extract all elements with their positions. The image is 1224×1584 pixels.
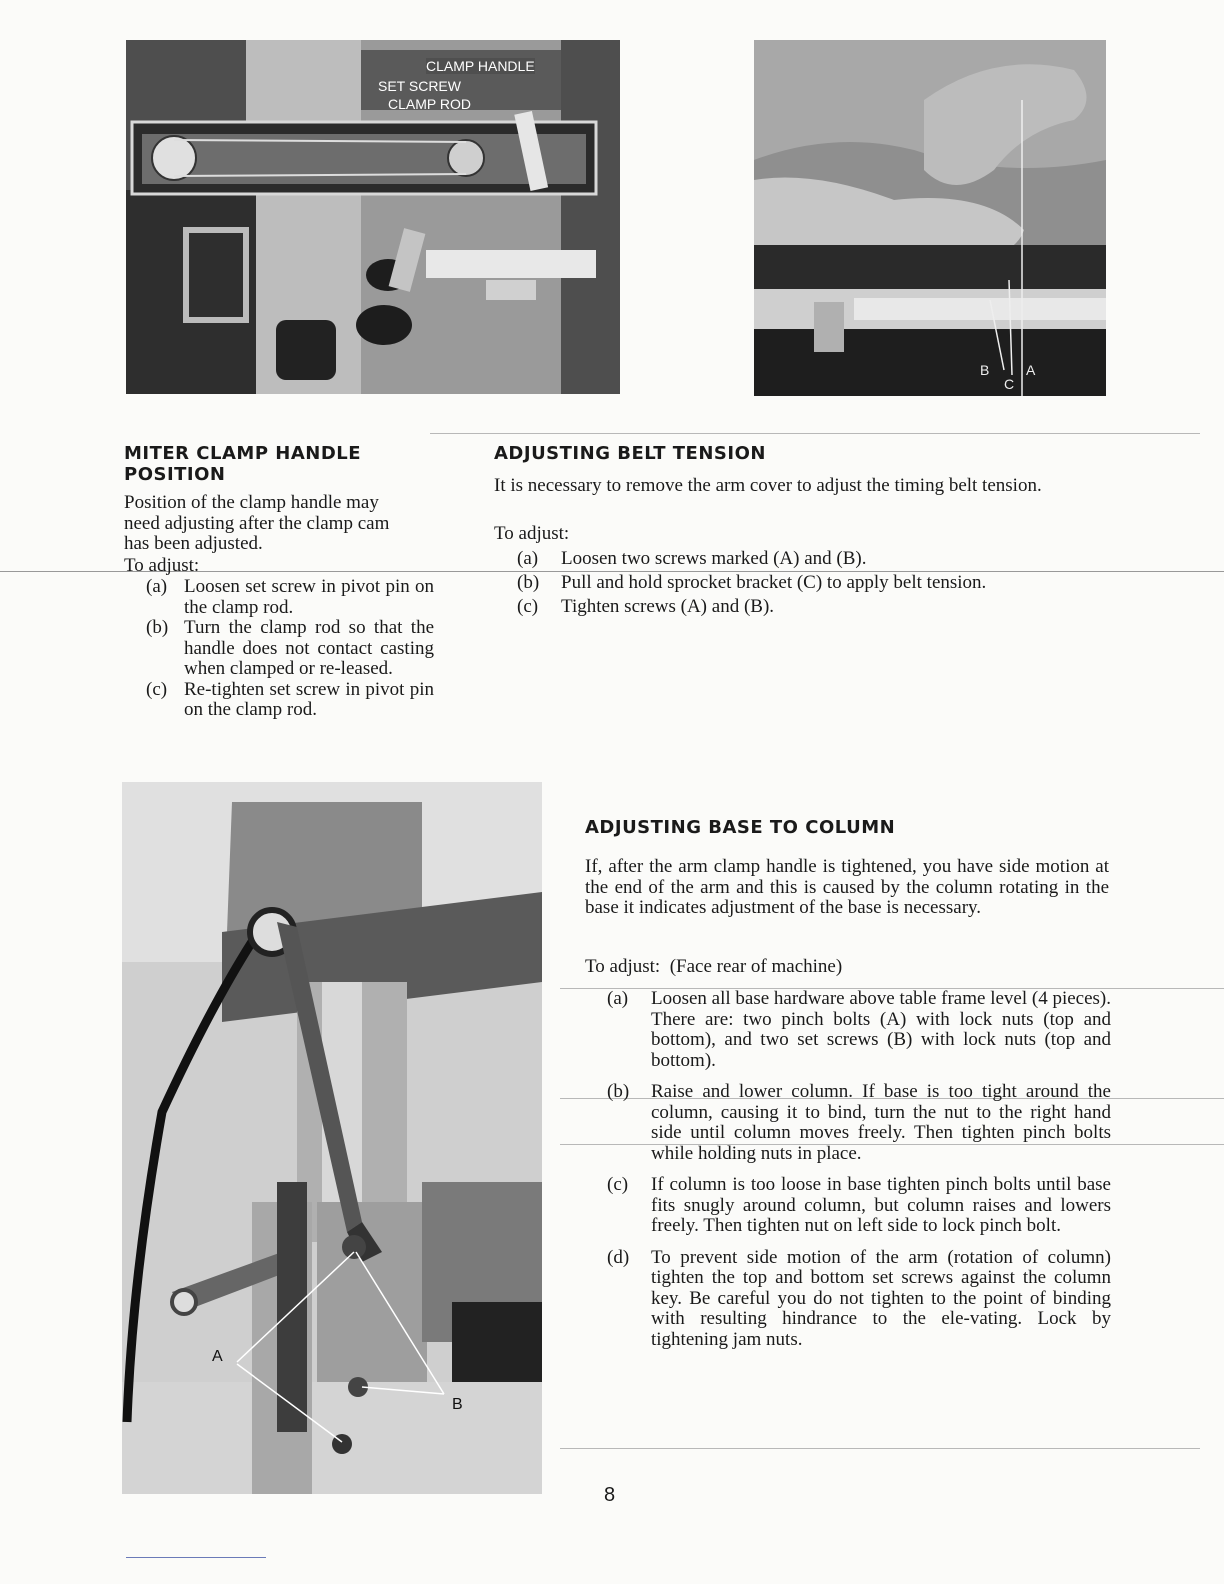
belt-intro: It is necessary to remove the arm cover to adjust the timing belt tension. — [494, 475, 1042, 496]
scan-rule — [560, 1448, 1200, 1449]
base-to-adjust: To adjust: (Face rear of machine) — [585, 956, 843, 977]
step-text: Loosen all base hardware above table frame level (4 pieces). There are: two pinch bolts (A) with lock nuts (top and bottom), and two set screws (B) with lock nuts (top and bottom). — [651, 988, 1111, 1071]
callout-a: A — [1026, 362, 1036, 378]
step-label: (b) — [517, 572, 540, 593]
belt-heading: ADJUSTING BELT TENSION — [494, 443, 766, 464]
miter-heading-line2: POSITION — [124, 464, 226, 485]
list-item — [146, 680, 434, 721]
base-steps — [607, 989, 1111, 1350]
step-text: Loosen set screw in pivot pin on the clamp rod. — [184, 576, 434, 618]
step-text: Raise and lower column. If base is too tight around the column, causing it to bind, turn the nut to the right hand side until column moves freely. Then tighten pinch bolts while holding nuts in place. — [651, 1081, 1111, 1164]
miter-heading — [124, 443, 361, 485]
scan-rule — [430, 433, 1200, 434]
callout-b: B — [980, 362, 990, 378]
photo-base-column — [122, 782, 542, 1494]
scan-rule — [126, 1557, 266, 1558]
list-item — [517, 547, 1077, 571]
base-heading: ADJUSTING BASE TO COLUMN — [585, 817, 896, 838]
list-item — [607, 1175, 1111, 1237]
miter-intro-line: need adjusting after the clamp cam — [124, 512, 390, 534]
belt-steps — [517, 547, 1077, 619]
step-label: (a) — [607, 988, 629, 1009]
step-text: Loosen two screws marked (A) and (B). — [561, 548, 867, 569]
miter-heading-line1: MITER CLAMP HANDLE — [124, 443, 362, 464]
callout-clamp-handle: CLAMP HANDLE — [426, 58, 535, 74]
list-item — [146, 618, 434, 680]
list-item — [607, 1082, 1111, 1164]
step-text: Re-tighten set screw in pivot pin on the clamp rod. — [184, 678, 434, 720]
miter-steps — [146, 577, 434, 721]
photo-miter-clamp — [126, 40, 620, 394]
callout-clamp-rod: CLAMP ROD — [388, 96, 471, 112]
step-label: (c) — [146, 678, 168, 700]
miter-intro — [124, 493, 436, 555]
step-label: (a) — [146, 576, 168, 597]
step-label: (c) — [607, 1174, 629, 1195]
base-intro: If, after the arm clamp handle is tightened, you have side motion at the end of the arm and this is caused by the column rotating in the base it indicates adjustment of the base is necessary. — [585, 856, 1109, 918]
step-text: Pull and hold sprocket bracket (C) to apply belt tension. — [561, 572, 987, 593]
miter-intro-line: Position of the clamp handle may — [124, 492, 379, 513]
list-item — [607, 1248, 1111, 1351]
callout-b: B — [452, 1396, 463, 1413]
callout-set-screw: SET SCREW — [378, 78, 461, 94]
belt-to-adjust: To adjust: — [494, 523, 570, 544]
step-text: Turn the clamp rod so that the handle does not contact casting when clamped or re-leased. — [184, 617, 434, 679]
step-label: (d) — [607, 1246, 630, 1268]
list-item — [517, 595, 1077, 619]
miter-intro-line: has been adjusted. — [124, 533, 263, 554]
step-text: If column is too loose in base tighten pinch bolts until base fits snugly around column, but column raises and lowers freely. Then tighten nut on left side to lock pinch bolt. — [651, 1174, 1111, 1236]
list-item — [146, 577, 434, 618]
step-label: (c) — [517, 596, 539, 617]
miter-to-adjust: To adjust: — [124, 555, 200, 576]
callout-c: C — [1004, 376, 1015, 392]
step-text: Tighten screws (A) and (B). — [561, 596, 775, 617]
list-item — [607, 989, 1111, 1071]
step-label: (b) — [146, 617, 169, 638]
photo-belt-tension — [754, 40, 1106, 396]
step-label: (b) — [607, 1081, 630, 1102]
step-label: (a) — [517, 548, 539, 569]
page-number: 8 — [604, 1484, 616, 1506]
list-item — [517, 571, 1077, 595]
callout-a: A — [212, 1348, 223, 1365]
step-text: To prevent side motion of the arm (rotation of column) tighten the top and bottom set screws against the column key. Be careful you do not tighten to the point of binding with resulting hindrance to the ele-vating. Lock by tightening jam nuts. — [651, 1246, 1111, 1350]
